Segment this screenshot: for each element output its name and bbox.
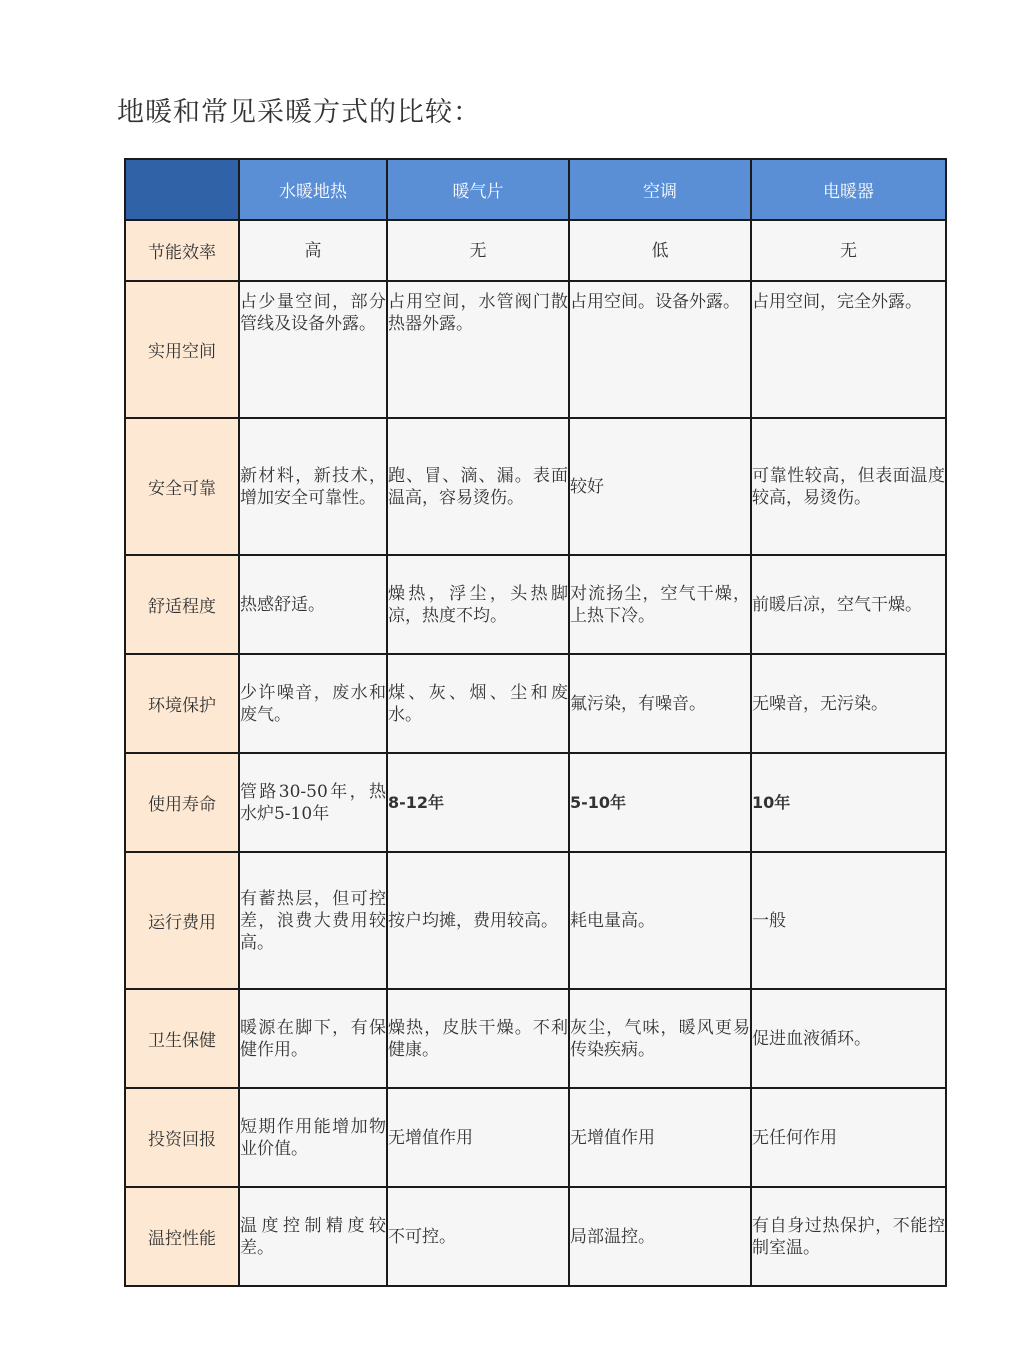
table-cell: 促进血液循环。 [751, 989, 946, 1088]
table-cell: 高 [239, 220, 387, 281]
header-radiator: 暖气片 [387, 159, 569, 220]
table-cell: 占用空间。设备外露。 [569, 281, 751, 418]
table-cell: 燥热，皮肤干燥。不利健康。 [387, 989, 569, 1088]
row-label: 实用空间 [125, 281, 239, 418]
table-cell: 10年 [751, 753, 946, 852]
table-row [125, 1187, 946, 1286]
table-row [125, 989, 946, 1088]
row-label: 节能效率 [125, 220, 239, 281]
table-cell: 有蓄热层，但可控差，浪费大费用较高。 [239, 852, 387, 989]
header-air-conditioner: 空调 [569, 159, 751, 220]
table-cell: 5-10年 [569, 753, 751, 852]
row-label: 安全可靠 [125, 418, 239, 555]
table-cell: 无任何作用 [751, 1088, 946, 1187]
table-row [125, 753, 946, 852]
table-cell: 无噪音，无污染。 [751, 654, 946, 753]
table-cell: 有自身过热保护，不能控制室温。 [751, 1187, 946, 1286]
table-cell: 煤、灰、烟、尘和废水。 [387, 654, 569, 753]
row-label: 环境保护 [125, 654, 239, 753]
table-cell: 无 [751, 220, 946, 281]
table-cell: 灰尘，气味，暖风更易传染疾病。 [569, 989, 751, 1088]
table-cell: 按户均摊，费用较高。 [387, 852, 569, 989]
table-row [125, 852, 946, 989]
table-cell: 占用空间，完全外露。 [751, 281, 946, 418]
table-cell: 跑、冒、滴、漏。表面温高，容易烫伤。 [387, 418, 569, 555]
table-cell: 少许噪音，废水和废气。 [239, 654, 387, 753]
table-cell: 可靠性较高，但表面温度较高，易烫伤。 [751, 418, 946, 555]
table-cell: 新材料，新技术，增加安全可靠性。 [239, 418, 387, 555]
table-cell: 不可控。 [387, 1187, 569, 1286]
table-cell: 无增值作用 [569, 1088, 751, 1187]
table-cell: 8-12年 [387, 753, 569, 852]
row-label: 舒适程度 [125, 555, 239, 654]
table-cell: 管路30-50年，热水炉5-10年 [239, 753, 387, 852]
table-row [125, 220, 946, 281]
table-cell: 前暖后凉，空气干燥。 [751, 555, 946, 654]
table-row [125, 555, 946, 654]
table-cell: 占用空间，水管阀门散热器外露。 [387, 281, 569, 418]
table-cell: 占少量空间，部分管线及设备外露。 [239, 281, 387, 418]
table-cell: 对流扬尘，空气干燥，上热下冷。 [569, 555, 751, 654]
table-cell: 一般 [751, 852, 946, 989]
header-row [125, 159, 946, 220]
row-label: 温控性能 [125, 1187, 239, 1286]
table-row [125, 1088, 946, 1187]
row-label: 运行费用 [125, 852, 239, 989]
comparison-table [124, 158, 947, 1287]
table-cell: 热感舒适。 [239, 555, 387, 654]
table-cell: 无增值作用 [387, 1088, 569, 1187]
table-row [125, 654, 946, 753]
row-label: 卫生保健 [125, 989, 239, 1088]
table-cell: 短期作用能增加物业价值。 [239, 1088, 387, 1187]
table-cell: 局部温控。 [569, 1187, 751, 1286]
header-corner [125, 159, 239, 220]
table-cell: 燥热，浮尘，头热脚凉，热度不均。 [387, 555, 569, 654]
row-label: 投资回报 [125, 1088, 239, 1187]
row-label: 使用寿命 [125, 753, 239, 852]
table-cell: 较好 [569, 418, 751, 555]
table-cell: 耗电量高。 [569, 852, 751, 989]
table-cell: 暖源在脚下，有保健作用。 [239, 989, 387, 1088]
header-floor-heating: 水暖地热 [239, 159, 387, 220]
table-cell: 氟污染，有噪音。 [569, 654, 751, 753]
table-cell: 低 [569, 220, 751, 281]
table-row [125, 418, 946, 555]
header-electric-heater: 电暖器 [751, 159, 946, 220]
table-row [125, 281, 946, 418]
table-cell: 温度控制精度较差。 [239, 1187, 387, 1286]
table-cell: 无 [387, 220, 569, 281]
page-title: 地暖和常见采暖方式的比较： [117, 97, 481, 128]
